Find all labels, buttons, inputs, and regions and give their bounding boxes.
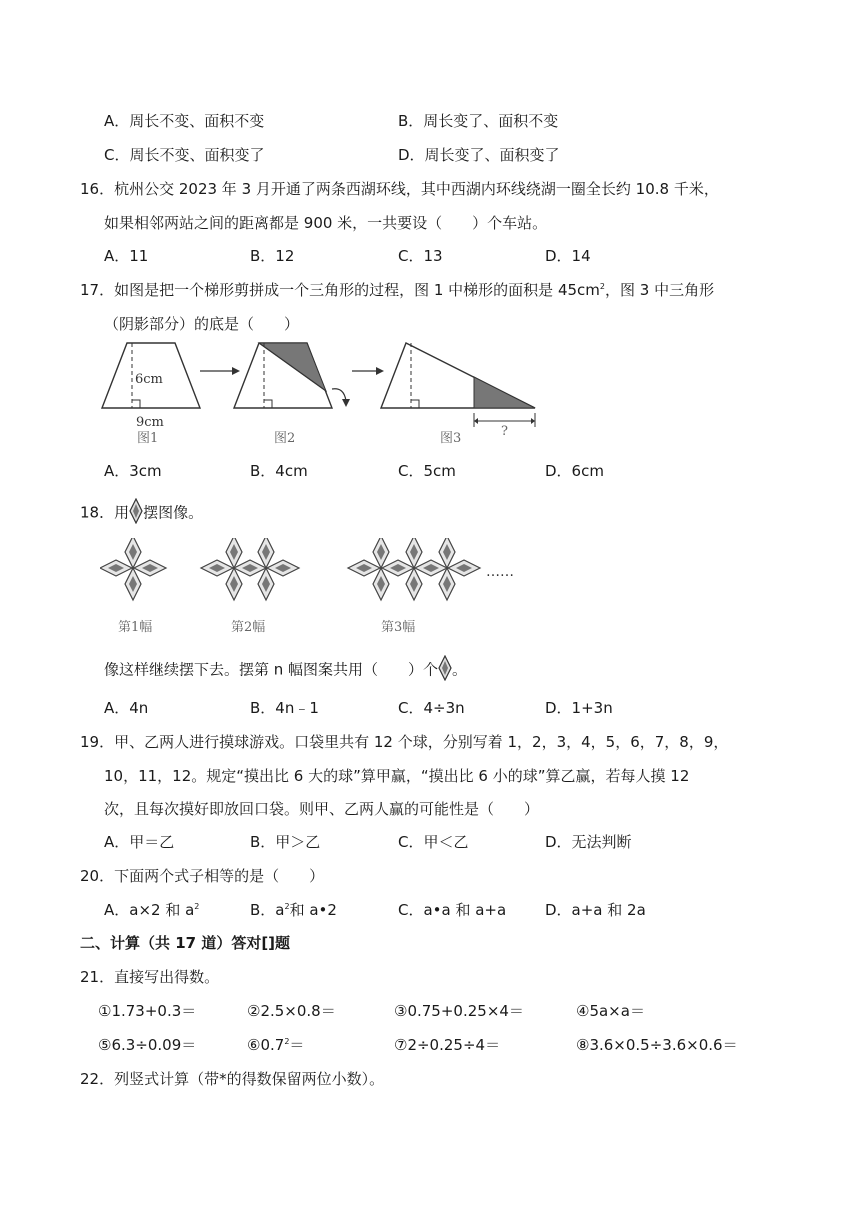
q21-item-8: ⑧3.6×0.5÷3.6×0.6＝ — [576, 1036, 738, 1054]
pattern2-diamond-right — [267, 560, 299, 576]
fig3-question-mark: ? — [501, 424, 508, 439]
fig1-base-label: 9cm — [136, 415, 164, 430]
q16-text-line1: 16．杭州公交 2023 年 3 月开通了两条西湖环线，其中西湖内环线绕湖一圈全长约 10.8 千米， — [80, 180, 719, 198]
pattern2-diamond-top2 — [258, 538, 274, 568]
q15-option-b: B．周长变了、面积不变 — [398, 112, 559, 130]
pattern1-diamond-bottom — [125, 568, 141, 600]
q21-item-4: ④5a×a＝ — [576, 1002, 645, 1020]
pattern1-diamond-left — [100, 560, 132, 576]
pattern3-diamond-bottom2 — [406, 568, 422, 600]
pattern1-diamond-right — [134, 560, 166, 576]
q21-item-1: ①1.73+0.3＝ — [98, 1002, 197, 1020]
pattern3-diamond-bottom1 — [373, 568, 389, 600]
pattern3-diamond-bottom3 — [439, 568, 455, 600]
q17-text-line1: 17．如图是把一个梯形剪拼成一个三角形的过程，图 1 中梯形的面积是 $45cm^2$，图 3 中三角形 — [80, 281, 715, 299]
pattern3-diamond-left — [348, 560, 380, 576]
q18-option-b: B．4n﹣1 — [250, 699, 319, 717]
q17-option-b: B．4cm — [250, 462, 308, 480]
pattern-caption-1: 第1幅 — [118, 620, 153, 635]
q19-option-d: D．无法判断 — [545, 833, 632, 851]
pattern-caption-2: 第2幅 — [231, 620, 266, 635]
diamond-tile-icon — [129, 498, 143, 528]
pattern3-diamond-top3 — [439, 538, 455, 568]
q18-option-d: D．1+3n — [545, 699, 613, 717]
pattern3-diamond-middle2 — [415, 560, 447, 576]
q19-text-line2: 10，11，12。规定“摸出比 6 大的球”算甲赢，“摸出比 6 小的球”算乙赢，若每人摸 12 — [104, 767, 690, 785]
q18-text-line1: 18．用 摆图像。 — [80, 498, 203, 528]
q22-text-line1: 22．列竖式计算（带*的得数保留两位小数）。 — [80, 1070, 385, 1088]
q16-option-c: C．13 — [398, 247, 443, 265]
q15-option-d: D．周长变了、面积变了 — [398, 146, 560, 164]
q21-item-3: ③0.75+0.25×4＝ — [394, 1002, 524, 1020]
pattern-caption-3: 第3幅 — [381, 620, 416, 635]
q20-option-b: B．$a^2$和 a•2 — [250, 901, 337, 919]
q21-text-line1: 21．直接写出得数。 — [80, 968, 220, 986]
q15-option-a: A．周长不变、面积不变 — [104, 112, 265, 130]
q21-item-7: ⑦2÷0.25÷4＝ — [394, 1036, 501, 1054]
pattern2-diamond-bottom2 — [258, 568, 274, 600]
fig1-height-label: 6cm — [135, 372, 163, 387]
fig3-caption: 图3 — [440, 431, 462, 446]
q20-text-line1: 20．下面两个式子相等的是（ ） — [80, 867, 325, 885]
pattern2-diamond-middle — [234, 560, 266, 576]
q20-option-a: A．a×2 和 $a^2$ — [104, 901, 200, 919]
q15-option-c: C．周长不变、面积变了 — [104, 146, 265, 164]
q17-text-line2: （阴影部分）的底是（ ） — [104, 315, 300, 333]
q21-item-6: $⑥0.7^2=$ — [247, 1036, 305, 1054]
q19-text-line1: 19．甲、乙两人进行摸球游戏。口袋里共有 12 个球，分别写着 1，2，3，4，5，6，7，8，9， — [80, 733, 729, 751]
q18-pattern-figure — [100, 538, 530, 638]
q17-option-c: C．5cm — [398, 462, 456, 480]
diamond-tile-icon — [438, 655, 452, 685]
q21-item-5: ⑤6.3÷0.09＝ — [98, 1036, 197, 1054]
q20-option-c: C．a•a 和 a+a — [398, 901, 507, 919]
pattern3-diamond-middle3 — [448, 560, 480, 576]
q19-option-c: C．甲＜乙 — [398, 833, 469, 851]
pattern1-diamond-top — [125, 538, 141, 568]
pattern3-diamond-top1 — [373, 538, 389, 568]
q16-option-b: B．12 — [250, 247, 295, 265]
q19-text-line3: 次，且每次摸好即放回口袋。则甲、乙两人赢的可能性是（ ） — [104, 800, 540, 818]
q18-option-a: A．4n — [104, 699, 149, 717]
q17-figure — [100, 341, 540, 447]
q19-option-a: A．甲＝乙 — [104, 833, 175, 851]
fig2-caption: 图2 — [274, 431, 296, 446]
pattern2-diamond-bottom1 — [226, 568, 242, 600]
q18-text-line2: 像这样继续摆下去。摆第 n 幅图案共用（ ）个 。 — [104, 655, 467, 685]
q16-text-line2: 如果相邻两站之间的距离都是 900 米，一共要设（ ）个车站。 — [104, 214, 548, 232]
pattern2-diamond-left — [201, 560, 233, 576]
q17-option-a: A．3cm — [104, 462, 162, 480]
q21-item-2: ②2.5×0.8＝ — [247, 1002, 336, 1020]
fig1-caption: 图1 — [137, 431, 159, 446]
pattern-ellipsis: …… — [486, 564, 514, 580]
q17-option-d: D．6cm — [545, 462, 604, 480]
q19-option-b: B．甲＞乙 — [250, 833, 321, 851]
q20-option-d: D．a+a 和 2a — [545, 901, 646, 919]
q16-option-d: D．14 — [545, 247, 591, 265]
pattern3-diamond-top2 — [406, 538, 422, 568]
pattern3-diamond-middle1 — [382, 560, 414, 576]
q16-option-a: A．11 — [104, 247, 149, 265]
section-2-title: 二、计算（共 17 道）答对[]题 — [80, 934, 291, 952]
pattern2-diamond-top1 — [226, 538, 242, 568]
q18-option-c: C．4÷3n — [398, 699, 465, 717]
